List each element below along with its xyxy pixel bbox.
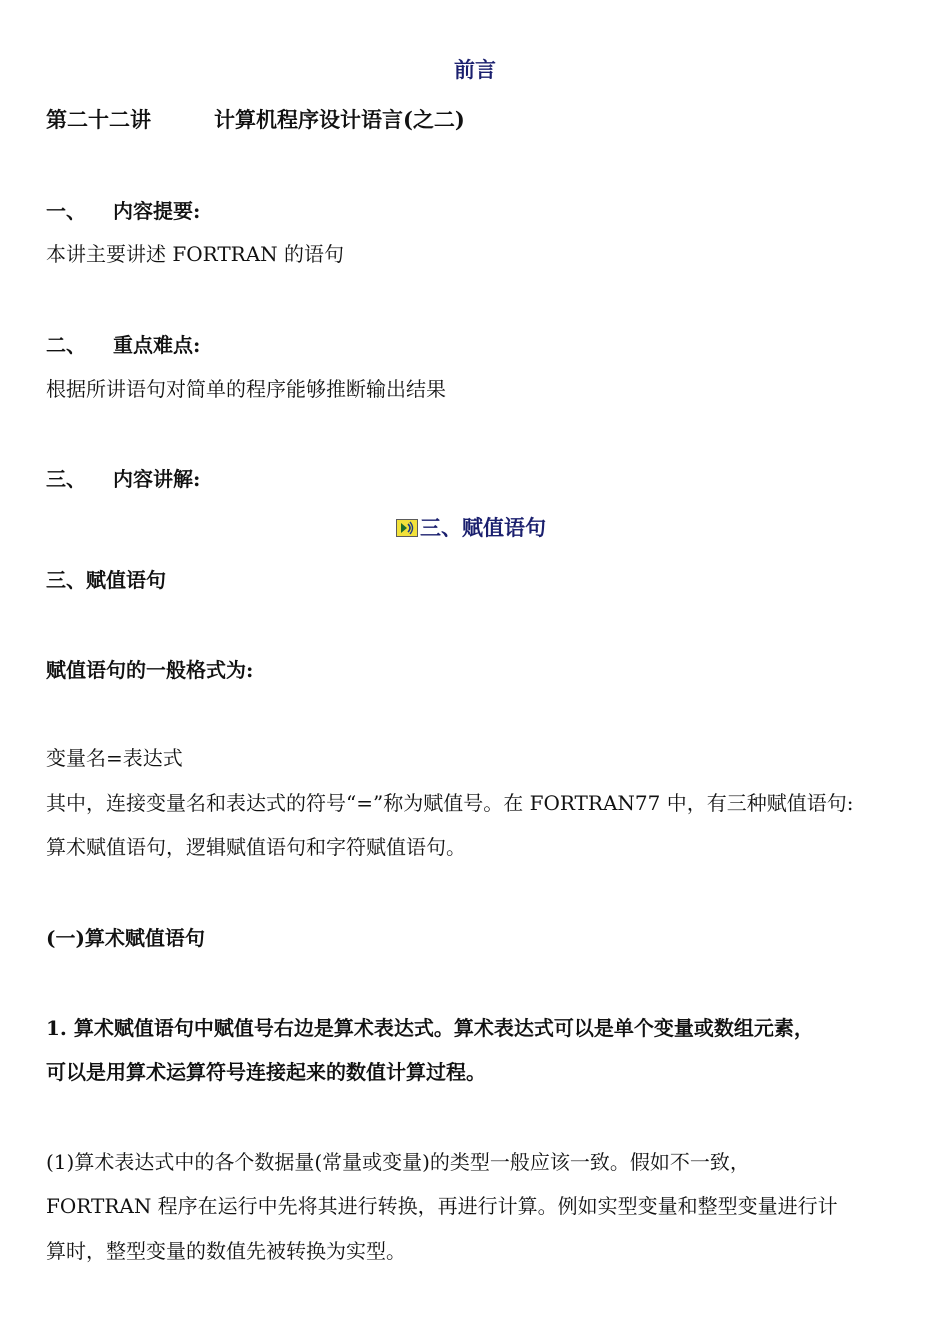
section-3-title: 内容讲解:: [113, 467, 201, 491]
bold-rule-line-1: 1. 算术赋值语句中赋值号右边是算术表达式。算术表达式可以是单个变量或数组元素，: [46, 1016, 814, 1040]
center-heading-text: 三、赋值语句: [420, 515, 546, 540]
speaker-icon[interactable]: [396, 519, 418, 537]
paragraph-2-line-3: 算时，整型变量的数值先被转换为实型。: [46, 1239, 406, 1263]
lecture-subtitle: 计算机程序设计语言(之二): [214, 107, 465, 132]
section-3-number: 三、: [46, 467, 86, 491]
format-expression: 变量名=表达式: [46, 746, 183, 770]
paragraph-2-line-1: (1)算术表达式中的各个数据量(常量或变量)的类型一般应该一致。假如不一致，: [46, 1150, 750, 1174]
format-heading: 赋值语句的一般格式为:: [46, 658, 254, 682]
paragraph-2-line-2: FORTRAN 程序在运行中先将其进行转换，再进行计算。例如实型变量和整型变量进行计: [46, 1194, 838, 1218]
section-2-number: 二、: [46, 333, 86, 357]
section-2-body: 根据所讲语句对简单的程序能够推断输出结果: [46, 377, 446, 401]
section-1-number: 一、: [46, 199, 86, 223]
center-heading: [396, 512, 546, 542]
paragraph-1-line-2: 算术赋值语句，逻辑赋值语句和字符赋值语句。: [46, 835, 466, 859]
lecture-title: 第二十二讲: [46, 107, 151, 132]
section-1-body: 本讲主要讲述 FORTRAN 的语句: [46, 242, 345, 266]
subsection-1-heading: (一)算术赋值语句: [46, 926, 205, 950]
assign-heading: 三、赋值语句: [46, 568, 166, 592]
preface-title: 前言: [454, 57, 496, 82]
bold-rule-line-2: 可以是用算术运算符号连接起来的数值计算过程。: [46, 1060, 486, 1084]
section-1-title: 内容提要:: [113, 199, 201, 223]
section-2-title: 重点难点:: [113, 333, 201, 357]
paragraph-1-line-1: 其中，连接变量名和表达式的符号“=”称为赋值号。在 FORTRAN77 中，有三种赋值语句:: [46, 791, 854, 815]
